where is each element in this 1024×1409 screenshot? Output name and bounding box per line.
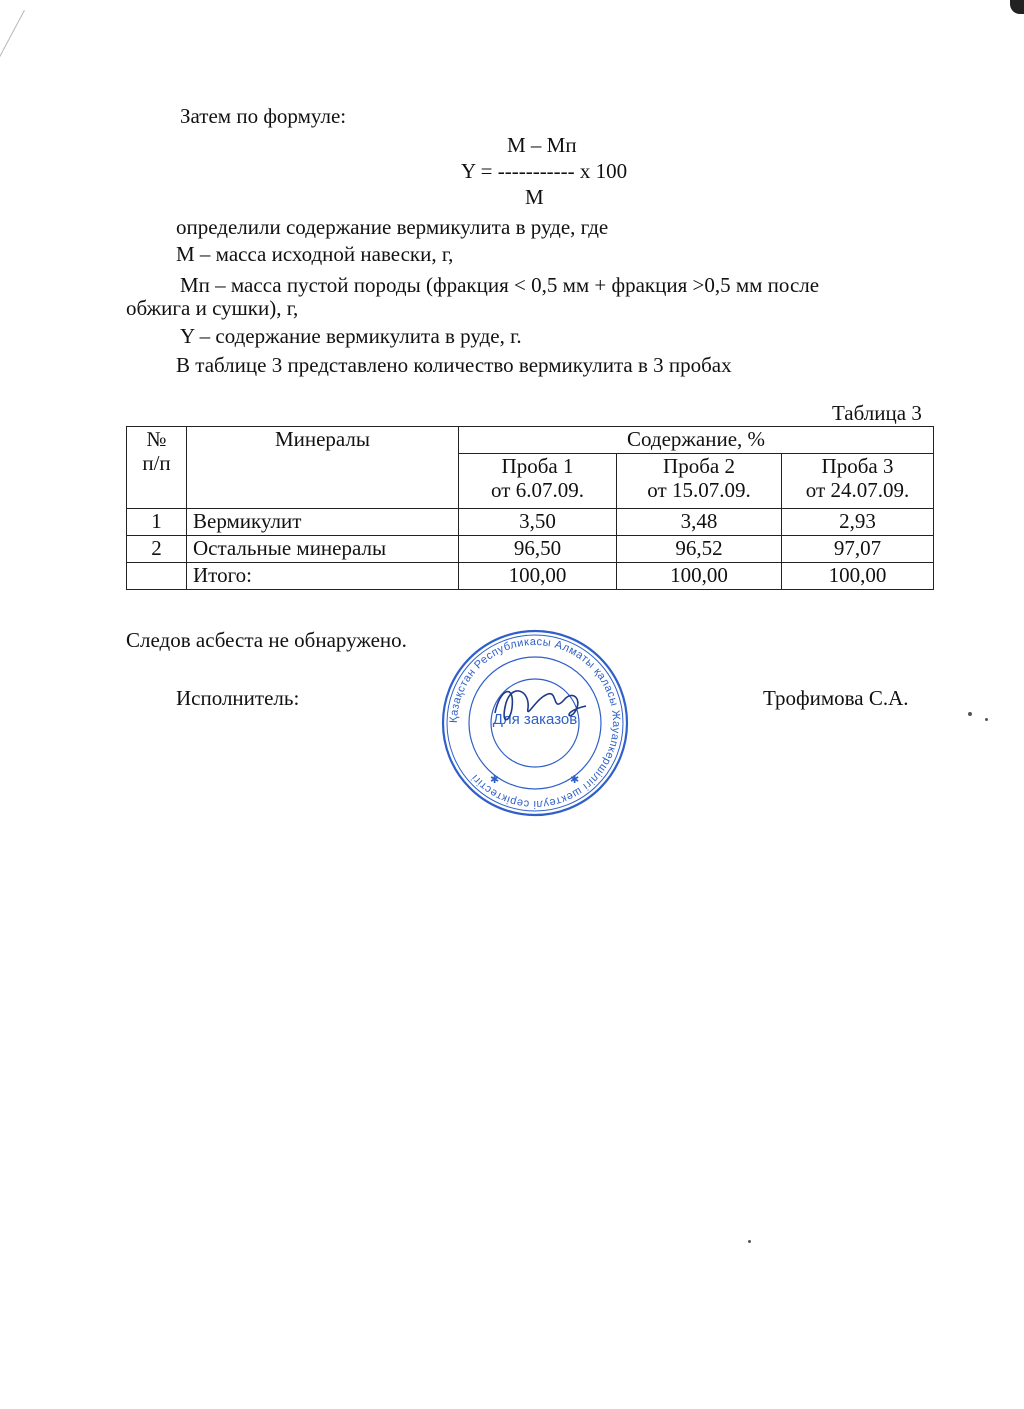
row-mineral: Итого: [187, 563, 459, 590]
sample-2-date: от 15.07.09. [647, 478, 751, 502]
row-value-sample-3: 97,07 [782, 536, 934, 563]
formula-numerator: М – Мп [507, 133, 577, 157]
signature-label: Исполнитель: [176, 686, 300, 710]
scan-speck [985, 718, 988, 721]
header-number [127, 427, 187, 509]
row-value-sample-2: 96,52 [617, 536, 782, 563]
row-value-sample-1: 96,50 [459, 536, 617, 563]
stamp-star-left-icon: ✱ [490, 773, 500, 786]
stamp-center-text: Для заказов [492, 711, 578, 728]
stamp-ring-text: Қазақстан Республикасы Алматы қаласы Жауапкершілігі шектеулі серіктестігі [447, 635, 623, 811]
table-header-row [127, 427, 934, 454]
signature-name: Трофимова С.А. [763, 686, 909, 710]
row-value-sample-3: 100,00 [782, 563, 934, 590]
row-number: 1 [127, 509, 187, 536]
sample-1-date: от 6.07.09. [491, 478, 584, 502]
paragraph-definition: определили содержание вермикулита в руде, где [176, 215, 609, 239]
intro-text: Затем по формуле: [180, 104, 347, 128]
row-mineral: Вермикулит [187, 509, 459, 536]
sample-2-title: Проба 2 [663, 454, 735, 478]
company-stamp-seal [440, 628, 630, 818]
row-number: 2 [127, 536, 187, 563]
paragraph-table-intro: В таблице 3 представлено количество вермикулита в 3 пробах [176, 353, 732, 377]
header-minerals: Минералы [187, 427, 459, 509]
sample-1-title: Проба 1 [501, 454, 574, 478]
results-table [126, 426, 934, 590]
header-number-symbol: № [146, 427, 167, 451]
sample-3-date: от 24.07.09. [805, 478, 910, 502]
row-number [127, 563, 187, 590]
table-row [127, 509, 934, 536]
paragraph-y: Y – содержание вермикулита в руде, г. [180, 324, 522, 348]
row-value-sample-2: 100,00 [617, 563, 782, 590]
row-mineral: Остальные минералы [187, 536, 459, 563]
paragraph-mp-line2: обжига и сушки), г, [126, 296, 299, 320]
stamp-star-right-icon: ✱ [570, 773, 580, 786]
scan-edge-line [0, 10, 25, 196]
paragraph-mp-line1: Мп – масса пустой породы (фракция < 0,5 мм + фракция >0,5 мм после [180, 273, 820, 297]
sample-3-title: Проба 3 [821, 454, 894, 478]
header-number-abbr: п/п [142, 451, 171, 475]
formula-main: Y = ----------- х 100 [461, 159, 628, 183]
scan-corner-mark [1010, 0, 1024, 14]
table-row [127, 536, 934, 563]
header-content: Содержание, % [459, 427, 934, 454]
scan-speck [748, 1240, 751, 1243]
header-sample-3 [782, 454, 934, 509]
header-sample-2 [617, 454, 782, 509]
header-sample-1 [459, 454, 617, 509]
table-caption: Таблица 3 [832, 401, 922, 425]
row-value-sample-1: 3,50 [459, 509, 617, 536]
formula-denominator: М [525, 185, 544, 209]
table-row-total [127, 563, 934, 590]
row-value-sample-2: 3,48 [617, 509, 782, 536]
row-value-sample-1: 100,00 [459, 563, 617, 590]
scan-speck [968, 712, 972, 716]
paragraph-m: М – масса исходной навески, г, [176, 242, 454, 266]
results-table-wrapper [126, 426, 933, 590]
conclusion-text: Следов асбеста не обнаружено. [126, 628, 407, 652]
row-value-sample-3: 2,93 [782, 509, 934, 536]
